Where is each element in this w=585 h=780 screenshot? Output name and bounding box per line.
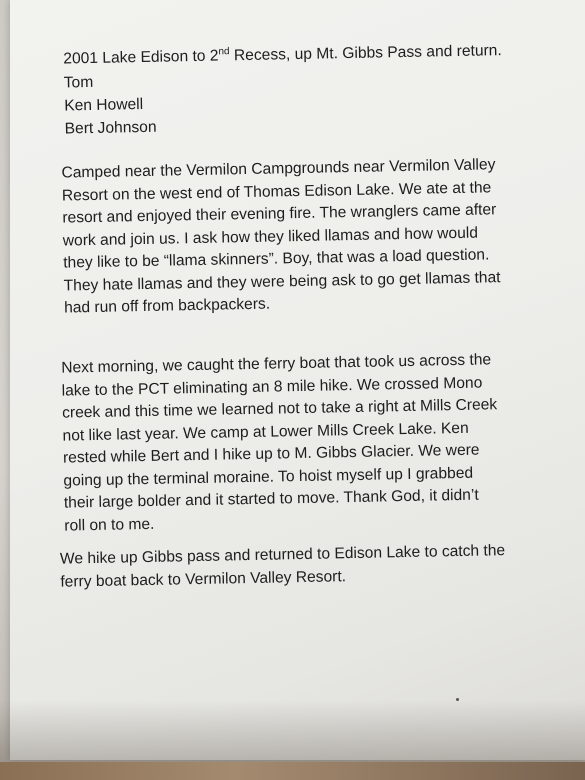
text-line: Next morning, we caught the ferry boat that took us across the xyxy=(61,351,492,377)
paragraph-camping xyxy=(61,154,501,320)
text-line: had run off from backpackers. xyxy=(63,295,271,317)
text-line: They hate llamas and they were being ask to go get llamas that xyxy=(63,268,501,295)
text-line: their large bolder and it started to move. Thank God, it didn’t xyxy=(63,486,479,512)
text-line: ferry boat back to Vermilon Valley Resort. xyxy=(60,567,347,591)
text-line: resort and enjoyed their evening fire. The wranglers came after xyxy=(62,201,497,227)
heading-suffix: Recess, up Mt. Gibbs Pass and return. xyxy=(229,42,502,65)
paragraph-return xyxy=(60,540,506,594)
text-line: Resort on the west end of Thomas Edison Lake. We ate at the xyxy=(61,178,492,205)
text-line: going up the terminal moraine. To hoist myself up I grabbed xyxy=(63,464,474,490)
text-line: not like last year. We camp at Lower Mills Creek Lake. Ken xyxy=(62,419,469,445)
text-line: rested while Bert and I hike up to M. Gibbs Glacier. We were xyxy=(62,441,480,467)
text-line: We hike up Gibbs pass and returned to Edison Lake to catch the xyxy=(59,542,506,568)
table-surface xyxy=(0,762,585,780)
text-line: lake to the PCT eliminating an 8 mile hike. We crossed Mono xyxy=(61,374,483,400)
paragraph-ferry xyxy=(61,349,499,537)
participant-name: Bert Johnson xyxy=(64,118,157,138)
participant-name: Ken Howell xyxy=(64,95,144,115)
heading-prefix: 2001 Lake Edison to 2 xyxy=(63,47,219,68)
text-line: Camped near the Vermilon Campgrounds near Vermilon Valley xyxy=(61,156,496,182)
heading-superscript: nd xyxy=(218,46,230,58)
participant-name: Tom xyxy=(63,73,94,92)
text-line: work and join us. I ask how they liked llamas and how would xyxy=(62,224,479,250)
text-line: roll on to me. xyxy=(64,515,155,535)
text-line: creek and this time we learned not to take a right at Mills Creek xyxy=(61,396,498,422)
text-line: they like to be “llama skinners”. Boy, that was a load question. xyxy=(63,246,490,272)
paper-speck xyxy=(456,698,459,701)
